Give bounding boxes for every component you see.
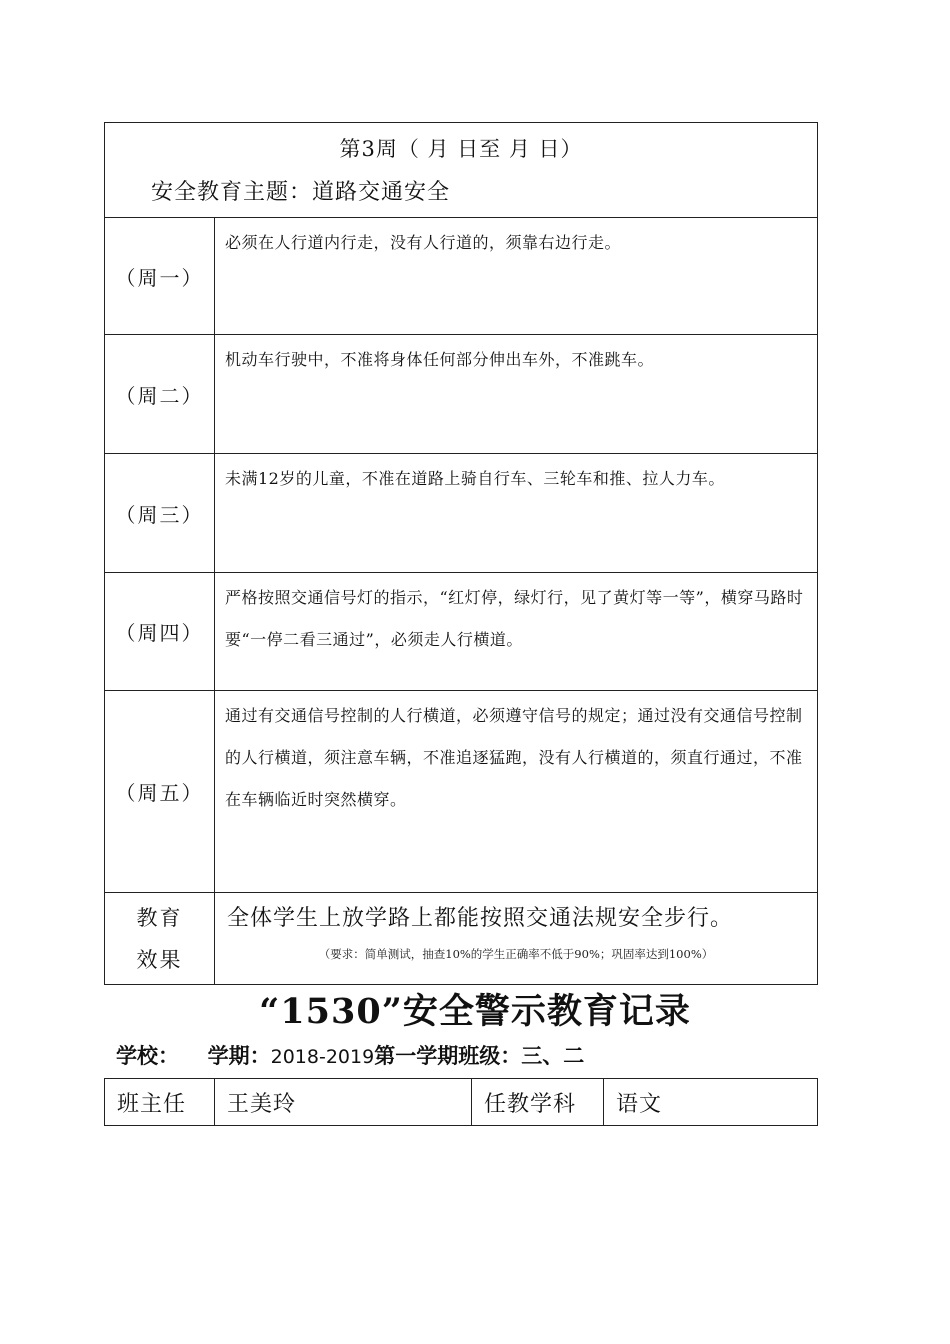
effect-requirement-note: （要求：简单测试，抽查10%的学生正确率不低于90%；巩固率达到100%）: [318, 947, 714, 961]
record-title: “1530”安全警示教育记录: [259, 991, 691, 1032]
week-header-cell: [105, 123, 818, 218]
school-label: 学校：: [116, 1043, 179, 1068]
effect-content: [215, 893, 818, 985]
day-label-tuesday: （周二）: [105, 335, 215, 454]
effect-label-line1: 教育: [136, 905, 183, 930]
subject-value: 语文: [604, 1079, 818, 1126]
week-date-range: 第3周（ 月 日至 月 日）: [339, 137, 583, 161]
day-content-monday: 必须在人行道内行走，没有人行道的，须靠右边行走。: [215, 218, 818, 335]
teacher-info-table: [104, 1078, 818, 1126]
effect-label-line2: 效果: [136, 947, 183, 972]
teacher-label: 班主任: [105, 1079, 215, 1126]
effect-label: [105, 893, 215, 985]
term-label: 学期：: [207, 1043, 271, 1068]
day-row-monday: [105, 218, 818, 335]
day-row-wednesday: [105, 454, 818, 573]
term-value: 2018-2019: [270, 1046, 375, 1068]
school-term-line: [116, 1040, 584, 1070]
effect-main-text: 全体学生上放学路上都能按照交通法规安全步行。: [227, 906, 734, 931]
education-theme: 安全教育主题：道路交通安全: [151, 180, 451, 205]
day-content-tuesday: 机动车行驶中，不准将身体任何部分伸出车外，不准跳车。: [215, 335, 818, 454]
teacher-value: 王美玲: [215, 1079, 472, 1126]
day-content-friday: 通过有交通信号控制的人行横道，必须遵守信号的规定；通过没有交通信号控制的人行横道，须注意车辆，不准追逐猛跑，没有人行横道的，须直行通过，不准在车辆临近时突然横穿。: [215, 691, 818, 893]
subject-label: 任教学科: [472, 1079, 604, 1126]
semester-class: 第一学期班级：三、二: [374, 1043, 585, 1068]
day-row-thursday: [105, 573, 818, 691]
day-content-thursday: 严格按照交通信号灯的指示，“红灯停，绿灯行，见了黄灯等一等”，横穿马路时要“一停二看三通过”，必须走人行横道。: [215, 573, 818, 691]
weekly-safety-table: [104, 122, 818, 985]
effect-row: [105, 893, 818, 985]
day-label-wednesday: （周三）: [105, 454, 215, 573]
day-label-friday: （周五）: [105, 691, 215, 893]
day-row-tuesday: [105, 335, 818, 454]
day-content-wednesday: 未满12岁的儿童，不准在道路上骑自行车、三轮车和推、拉人力车。: [215, 454, 818, 573]
day-label-monday: （周一）: [105, 218, 215, 335]
day-row-friday: [105, 691, 818, 893]
day-label-thursday: （周四）: [105, 573, 215, 691]
